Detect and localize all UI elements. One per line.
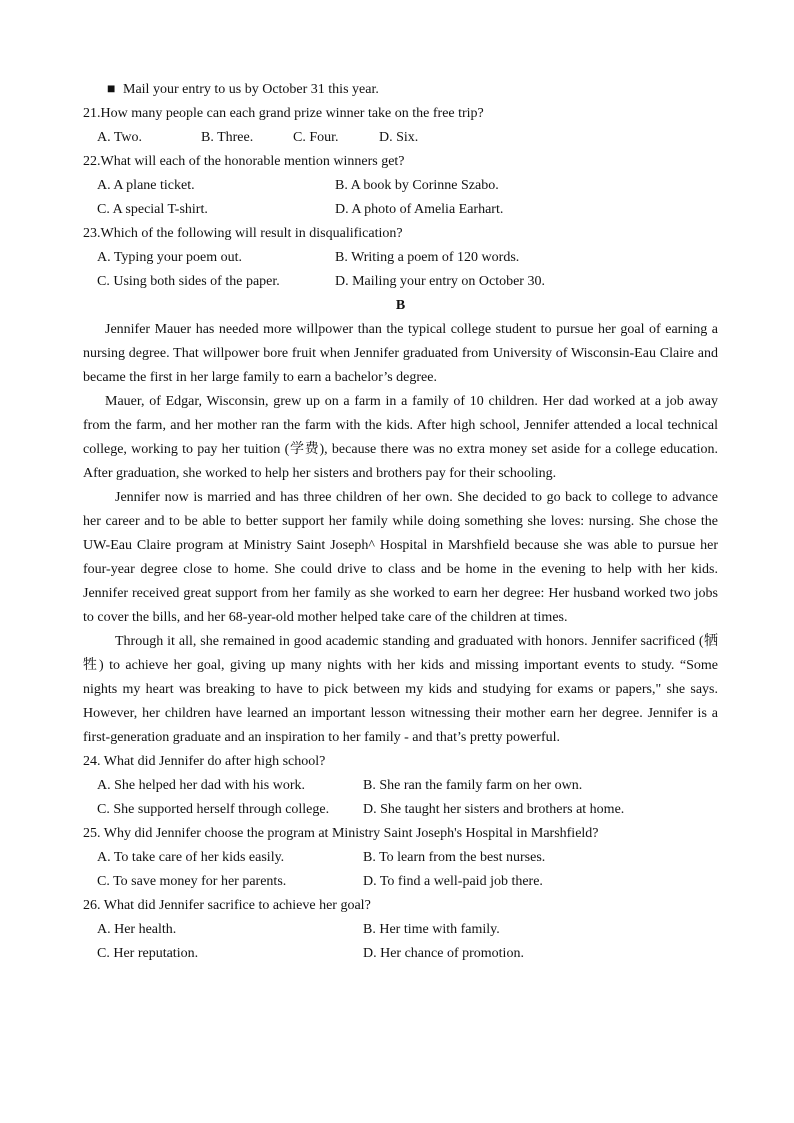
question-options: [83, 126, 718, 150]
option-a: A. Typing your poem out.: [97, 250, 242, 265]
question-options-row: [83, 870, 718, 894]
question-options-row: [83, 798, 718, 822]
option-c: C. She supported herself through college.: [97, 802, 330, 817]
option-d: D. A photo of Amelia Earhart.: [335, 202, 504, 217]
question-options-row: [83, 174, 718, 198]
option-b: B. Her time with family.: [363, 922, 500, 937]
option-d: D. Mailing your entry on October 30.: [335, 274, 545, 289]
option-b: B. Three.: [201, 130, 254, 145]
question-stem: 24. What did Jennifer do after high school?: [83, 754, 326, 769]
exam-page: [83, 78, 718, 966]
option-b: B. Writing a poem of 120 words.: [335, 250, 520, 265]
passage-paragraph: Jennifer now is married and has three children of her own. She decided to go back to college to advance her career and to be able to better support her family while doing something she loves: nursing. She chose the UW-Eau Claire program at Ministry Saint Joseph^ Hospital in Marshfield because she was able to pursue her four-year degree close to home. She could drive to class and be home in the evening to help with her kids. Jennifer received great support from her family as she worked to earn her degree: Her husband worked two jobs to cover the bills, and her 68-year-old mother helped take care of the children at times.: [83, 490, 718, 625]
option-d: D. Her chance of promotion.: [363, 946, 524, 961]
option-a: A. Two.: [97, 130, 143, 145]
option-a: A. Her health.: [97, 922, 177, 937]
section-heading: B: [395, 298, 406, 313]
option-b: B. She ran the family farm on her own.: [363, 778, 583, 793]
question-stem: 22.What will each of the honorable mention winners get?: [83, 154, 405, 169]
question-options-row: [83, 270, 718, 294]
option-a: A. A plane ticket.: [97, 178, 195, 193]
question-options-row: [83, 942, 718, 966]
entry-rule-item: [83, 78, 718, 102]
option-c: C. Using both sides of the paper.: [97, 274, 280, 289]
question-options-row: [83, 774, 718, 798]
question-stem: 25. Why did Jennifer choose the program at Ministry Saint Joseph's Hospital in Marshfield?: [83, 826, 599, 841]
option-b: B. To learn from the best nurses.: [363, 850, 546, 865]
option-c: C. Her reputation.: [97, 946, 199, 961]
passage-paragraph: Through it all, she remained in good academic standing and graduated with honors. Jennifer sacrificed (牺牲) to achieve her goal, giving up many nights with her kids and missing important events to study. “Some nights my heart was breaking to have to pick between my kids and studying for exams or papers," she says. However, her children have learned an important lesson witnessing their mother earn her degree. Jennifer is a first-generation graduate and an inspiration to her family - and that’s pretty powerful.: [83, 634, 718, 745]
bullet-icon: ■: [107, 82, 116, 97]
option-c: C. Four.: [293, 130, 339, 145]
entry-rule-text: Mail your entry to us by October 31 this year.: [123, 82, 379, 97]
question-options-row: [83, 846, 718, 870]
option-a: A. She helped her dad with his work.: [97, 778, 306, 793]
question-stem: 23.Which of the following will result in disqualification?: [83, 226, 403, 241]
passage-paragraph: Mauer, of Edgar, Wisconsin, grew up on a farm in a family of 10 children. Her dad worked at a job away from the farm, and her mother ran the farm with the kids. After high school, Jennifer attended a local technical college, working to pay her tuition (学费), because there was no extra money set aside for a college education. After graduation, she worked to help her sisters and brothers pay for their schooling.: [83, 394, 718, 481]
option-d: D. To find a well-paid job there.: [363, 874, 543, 889]
option-a: A. To take care of her kids easily.: [97, 850, 285, 865]
question-stem: 21.How many people can each grand prize winner take on the free trip?: [83, 106, 484, 121]
question-options-row: [83, 246, 718, 270]
passage: [83, 318, 718, 750]
option-d: D. Six.: [379, 130, 419, 145]
question-options-row: [83, 918, 718, 942]
question-stem: 26. What did Jennifer sacrifice to achieve her goal?: [83, 898, 371, 913]
option-c: C. A special T-shirt.: [97, 202, 208, 217]
option-b: B. A book by Corinne Szabo.: [335, 178, 499, 193]
passage-paragraph: Jennifer Mauer has needed more willpower than the typical college student to pursue her goal of earning a nursing degree. That willpower bore fruit when Jennifer graduated from University of Wisconsin-Eau Claire and became the first in her large family to earn a bachelor’s degree.: [83, 322, 718, 385]
option-d: D. She taught her sisters and brothers at home.: [363, 802, 625, 817]
question-options-row: [83, 198, 718, 222]
option-c: C. To save money for her parents.: [97, 874, 287, 889]
